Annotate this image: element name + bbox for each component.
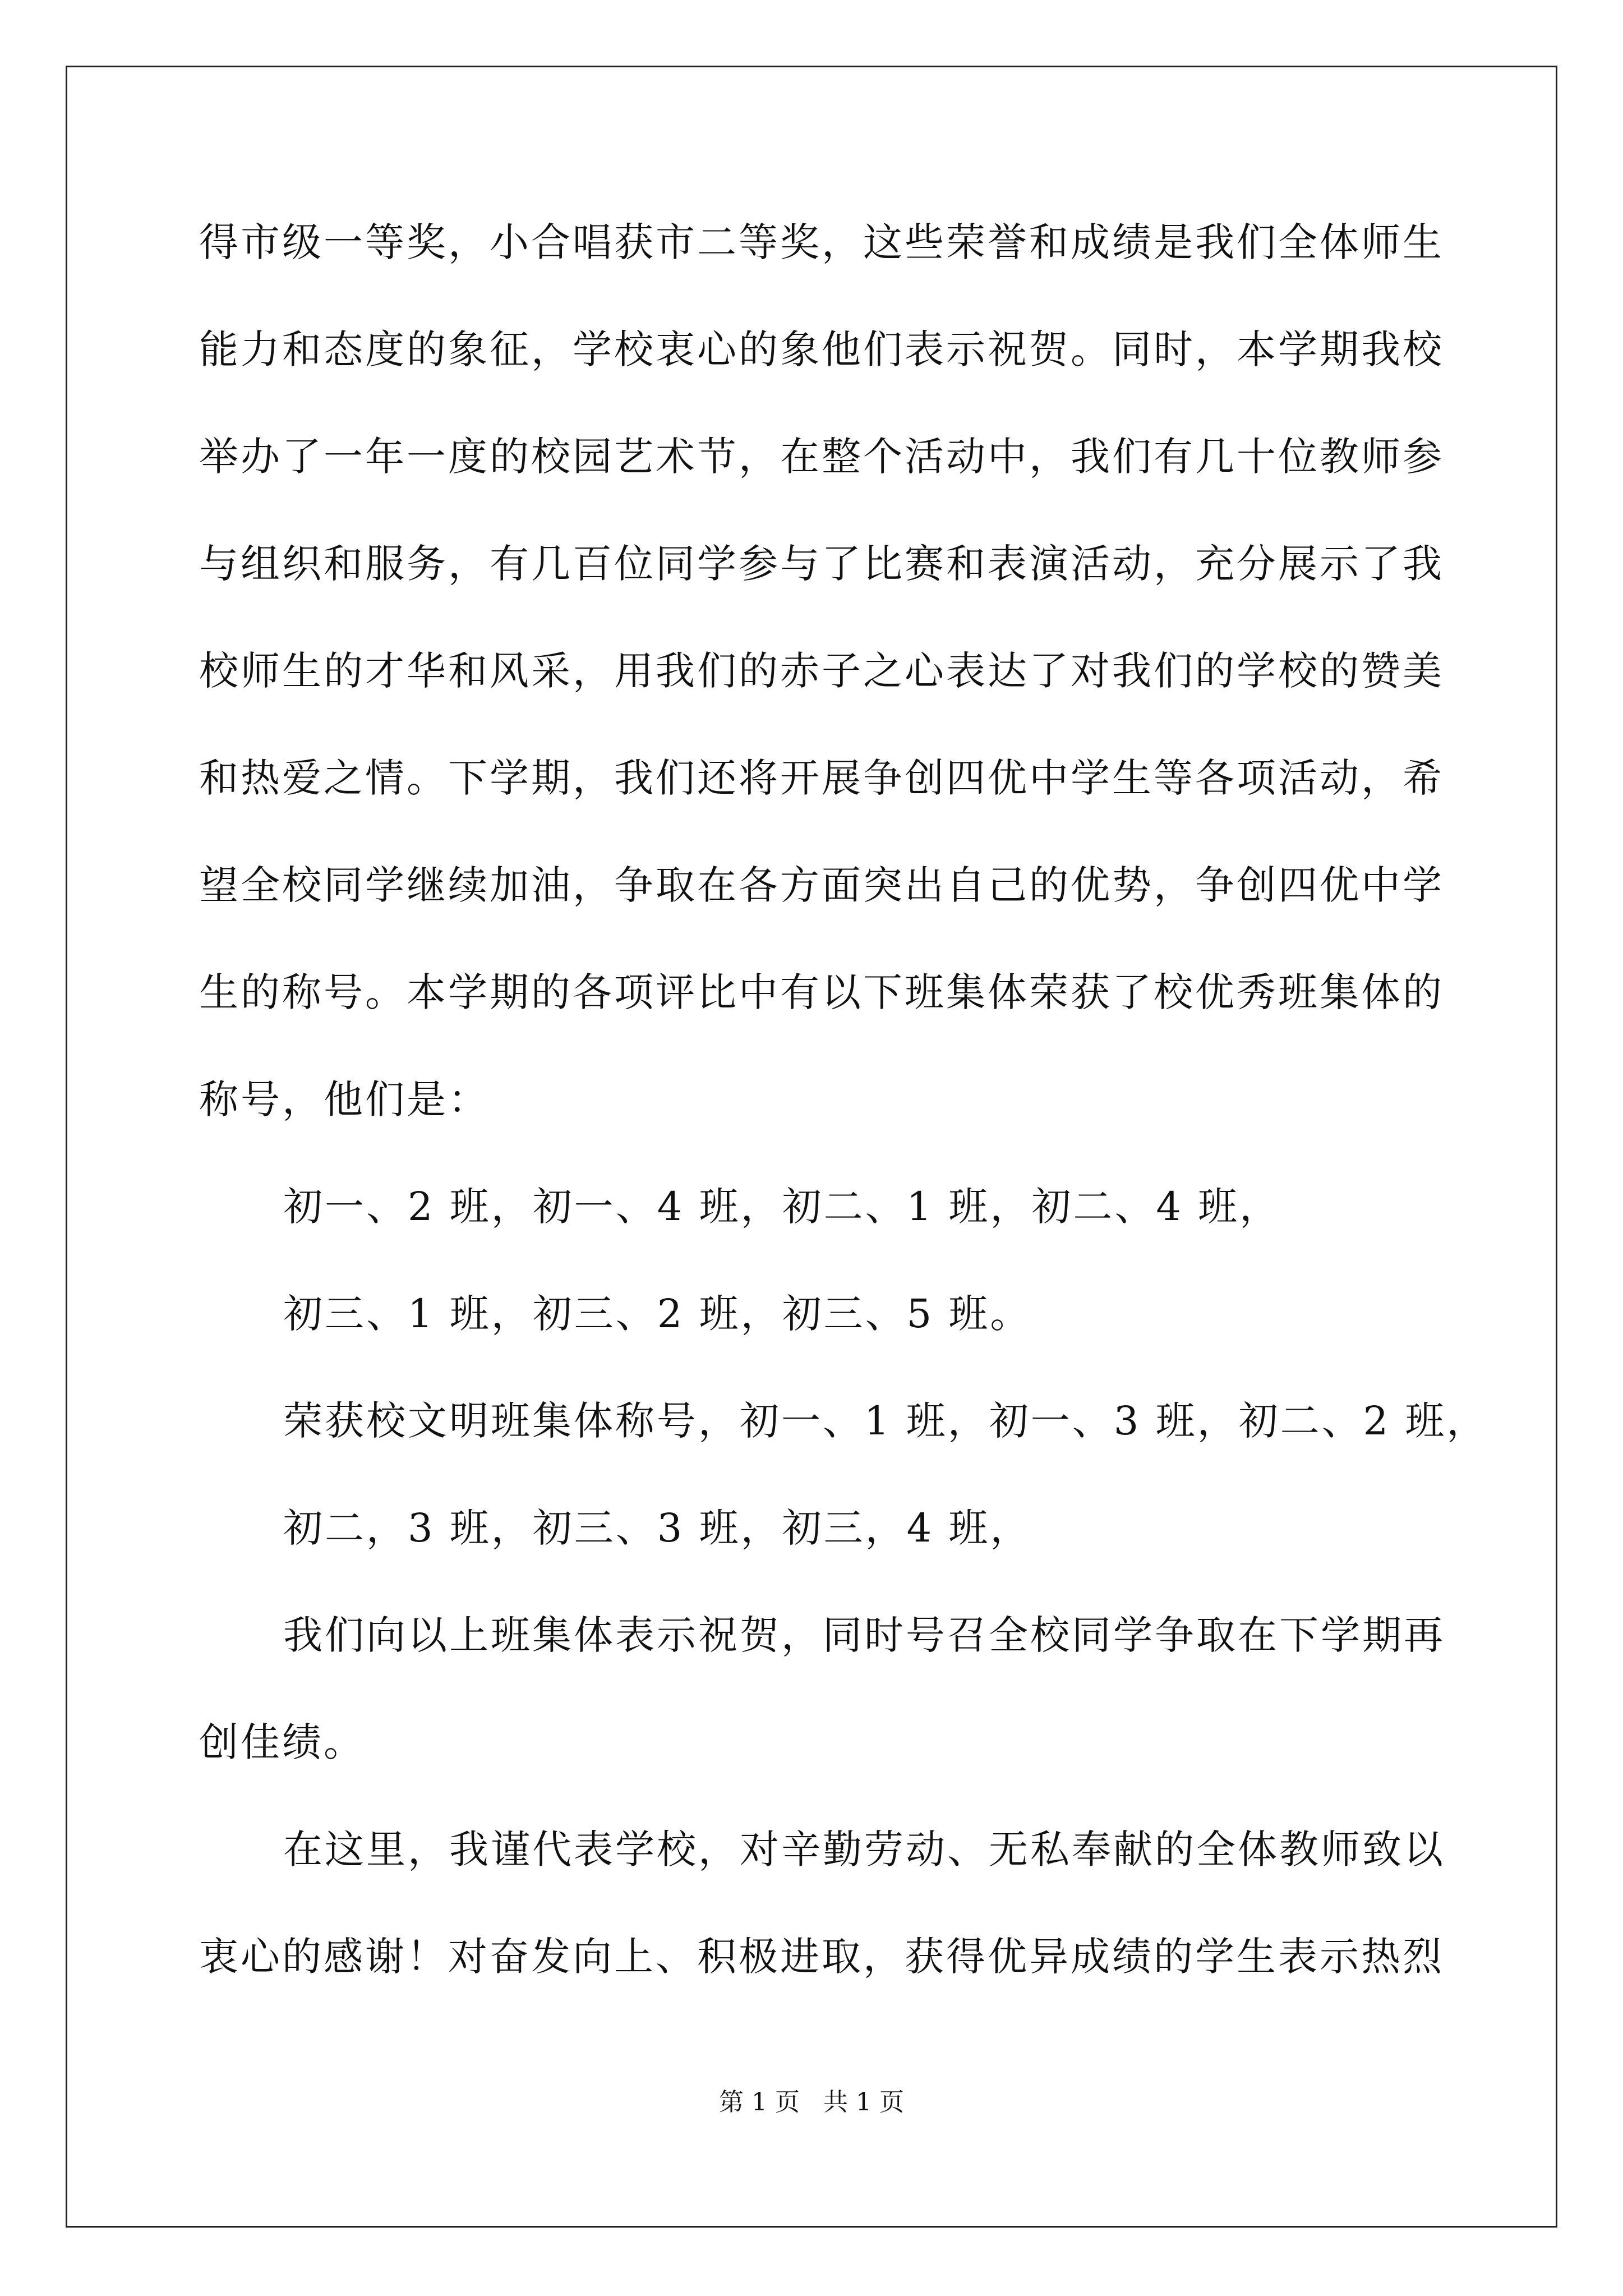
text-line-13: 初二，3 班，初三、3 班，初三，4 班， xyxy=(283,1505,1032,1551)
text-line-3: 举办了一年一度的校园艺术节，在整个活动中，我们有几十位教师参 xyxy=(199,434,1444,480)
text-line-14: 我们向以上班集体表示祝贺，同时号召全校同学争取在下学期再 xyxy=(283,1612,1445,1658)
text-line-11: 初三、1 班，初三、2 班，初三、5 班。 xyxy=(283,1291,1032,1337)
text-line-2: 能力和态度的象征，学校衷心的象他们表示祝贺。同时，本学期我校 xyxy=(199,326,1444,372)
page-border xyxy=(66,66,1557,2228)
text-line-15: 创佳绩。 xyxy=(199,1719,365,1765)
text-line-4: 与组织和服务，有几百位同学参与了比赛和表演活动，充分展示了我 xyxy=(199,541,1444,587)
text-line-6: 和热爱之情。下学期，我们还将开展争创四优中学生等各项活动，希 xyxy=(199,755,1444,801)
text-line-12: 荣获校文明班集体称号，初一、1 班，初一、3 班，初二、2 班， xyxy=(283,1398,1488,1444)
text-line-7: 望全校同学继续加油，争取在各方面突出自己的优势，争创四优中学 xyxy=(199,862,1444,908)
text-line-8: 生的称号。本学期的各项评比中有以下班集体荣获了校优秀班集体的 xyxy=(199,969,1444,1015)
text-line-10: 初一、2 班，初一、4 班，初二、1 班，初二、4 班， xyxy=(283,1184,1281,1230)
text-line-9: 称号，他们是： xyxy=(199,1076,490,1122)
text-line-5: 校师生的才华和风采，用我们的赤子之心表达了对我们的学校的赞美 xyxy=(199,648,1444,694)
text-line-1: 得市级一等奖，小合唱获市二等奖，这些荣誉和成绩是我们全体师生 xyxy=(199,219,1444,265)
text-line-16: 在这里，我谨代表学校，对辛勤劳动、无私奉献的全体教师致以 xyxy=(283,1826,1445,1872)
text-line-17: 衷心的感谢！对奋发向上、积极进取，获得优异成绩的学生表示热烈 xyxy=(199,1934,1444,1980)
page-footer: 第 1 页 共 1 页 xyxy=(719,2088,904,2116)
